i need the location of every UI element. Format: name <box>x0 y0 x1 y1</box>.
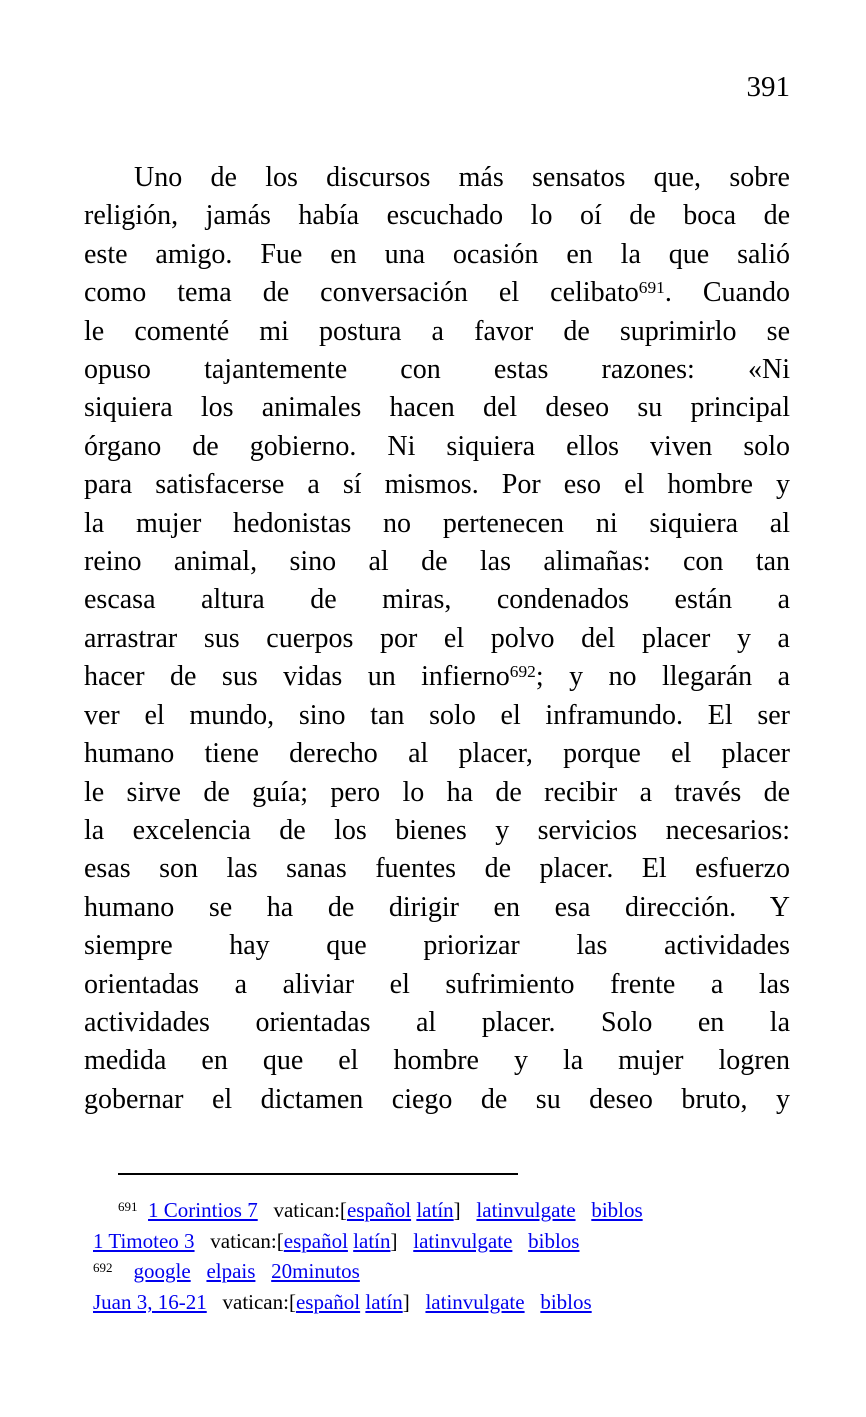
footnote-marker-692: 692 <box>93 1259 113 1275</box>
footnote-link-espanol[interactable]: español <box>346 1198 412 1222</box>
text-line <box>84 658 790 696</box>
text-line <box>84 351 790 389</box>
text-segment: le sirve de guía; pero lo ha de recibir a través de <box>84 776 790 808</box>
text-segment <box>195 1229 211 1253</box>
footnote-link-elpais[interactable]: elpais <box>206 1259 256 1284</box>
text-segment: reino animal, sino al de las alimañas: con tan <box>84 546 790 578</box>
footnote-link-latin[interactable]: latín <box>416 1198 454 1222</box>
text-line <box>84 543 790 581</box>
footnote-link-latinvulgate[interactable]: latinvulgate <box>425 1289 525 1314</box>
text-segment <box>512 1229 528 1253</box>
text-segment: le comenté mi postura a favor de suprimirlo se <box>84 315 790 347</box>
text-segment: opuso tajantemente con estas razones: «Ni <box>84 354 790 386</box>
text-segment: siquiera los animales hacen del deseo su principal <box>84 392 790 424</box>
footnote-link-20minutos[interactable]: 20minutos <box>271 1259 360 1284</box>
text-segment: esas son las sanas fuentes de placer. El esfuerzo <box>84 853 790 885</box>
text-segment <box>398 1229 414 1253</box>
main-paragraph <box>84 159 790 1119</box>
text-line <box>84 889 790 927</box>
text-line <box>84 620 790 658</box>
footnote-line <box>93 1226 793 1257</box>
text-segment <box>525 1290 541 1314</box>
text-segment: gobernar el dictamen ciego de su deseo bruto, y <box>84 1083 790 1115</box>
text-line <box>84 581 790 619</box>
text-segment <box>138 1198 149 1222</box>
text-segment: actividades orientadas al placer. Solo en la <box>84 1006 790 1038</box>
text-line <box>84 1004 790 1042</box>
text-segment: la excelencia de los bienes y servicios necesarios: <box>84 814 790 846</box>
text-line <box>84 812 790 850</box>
text-line <box>84 850 790 888</box>
text-segment: religión, jamás había escuchado lo oí de boca de <box>84 200 790 232</box>
footnote-link-1-corintios-7[interactable]: 1 Corintios 7 <box>148 1198 258 1222</box>
footnote-line <box>93 1256 793 1287</box>
text-segment: la mujer hedonistas no pertenecen ni siquiera al <box>84 507 790 539</box>
footnote-marker-692: 692 <box>509 661 536 681</box>
text-segment: orientadas a aliviar el sufrimiento frente a las <box>84 968 790 1000</box>
footnote-link-espanol[interactable]: español <box>295 1289 361 1314</box>
footnote-link-latin[interactable]: latín <box>353 1228 391 1253</box>
text-segment <box>576 1198 592 1222</box>
text-segment: órgano de gobierno. Ni siquiera ellos viven solo <box>84 430 790 462</box>
text-line <box>84 1081 790 1119</box>
text-segment: humano se ha de dirigir en esa dirección. Y <box>84 891 790 923</box>
text-segment: siempre hay que priorizar las actividades <box>84 930 790 962</box>
text-line <box>84 389 790 427</box>
text-segment <box>410 1290 426 1314</box>
text-segment: como tema de conversación el celibato <box>84 277 639 309</box>
text-segment <box>113 1259 134 1283</box>
text-segment: arrastrar sus cuerpos por el polvo del placer y a <box>84 622 790 654</box>
page-number: 391 <box>746 71 790 103</box>
text-segment <box>258 1198 274 1222</box>
footnote-link-1-timoteo-3[interactable]: 1 Timoteo 3 <box>93 1228 195 1253</box>
text-line <box>84 735 790 773</box>
text-line <box>84 697 790 735</box>
text-segment: ; y no llegarán a <box>535 661 790 693</box>
text-line <box>84 774 790 812</box>
footnote-link-latin[interactable]: latín <box>365 1289 403 1314</box>
footnote-line <box>93 1195 793 1226</box>
footnote-marker-691: 691 <box>638 277 665 297</box>
text-segment: ] <box>402 1289 410 1314</box>
text-line <box>84 197 790 235</box>
text-segment <box>461 1198 477 1222</box>
footnote-link-latinvulgate[interactable]: latinvulgate <box>413 1228 513 1253</box>
text-segment: . Cuando <box>664 277 790 309</box>
text-segment <box>207 1290 223 1314</box>
text-segment: ] <box>390 1228 398 1253</box>
footnote-marker-691: 691 <box>118 1198 138 1214</box>
text-line <box>84 159 790 197</box>
footnote-line <box>93 1287 793 1318</box>
text-line <box>84 236 790 274</box>
text-line <box>84 274 790 312</box>
text-line <box>84 466 790 504</box>
footnote-link-juan-3-16-21[interactable]: Juan 3, 16-21 <box>93 1289 207 1314</box>
footnote-link-espanol[interactable]: español <box>283 1228 348 1253</box>
footnote-link-biblos[interactable]: biblos <box>591 1198 643 1222</box>
text-segment: vatican:[ <box>273 1198 347 1222</box>
text-line <box>84 1042 790 1080</box>
text-segment <box>255 1259 271 1283</box>
footnote-link-biblos[interactable]: biblos <box>540 1289 592 1314</box>
text-segment: vatican:[ <box>210 1228 284 1253</box>
text-line <box>84 927 790 965</box>
footnote-link-latinvulgate[interactable]: latinvulgate <box>476 1198 576 1222</box>
text-segment: humano tiene derecho al placer, porque el placer <box>84 738 790 770</box>
text-segment: para satisfacerse a sí mismos. Por eso el hombre y <box>84 469 790 501</box>
text-segment: vatican:[ <box>222 1289 296 1314</box>
text-segment <box>191 1259 207 1283</box>
footnote-link-google[interactable]: google <box>133 1259 191 1284</box>
text-segment: ver el mundo, sino tan solo el inframundo. El ser <box>84 699 790 731</box>
text-segment: este amigo. Fue en una ocasión en la que salió <box>84 238 790 270</box>
footnote-separator-rule <box>118 1173 518 1175</box>
text-segment: ] <box>453 1198 461 1222</box>
text-segment: medida en que el hombre y la mujer logren <box>84 1045 790 1077</box>
footnote-link-biblos[interactable]: biblos <box>528 1228 580 1253</box>
footnotes-block <box>93 1195 793 1317</box>
text-segment: escasa altura de miras, condenados están a <box>84 584 790 616</box>
text-segment: hacer de sus vidas un infierno <box>84 661 510 693</box>
text-line <box>84 966 790 1004</box>
text-line <box>84 428 790 466</box>
text-line <box>84 313 790 351</box>
text-line <box>84 505 790 543</box>
text-segment: Uno de los discursos más sensatos que, sobre <box>134 162 790 193</box>
